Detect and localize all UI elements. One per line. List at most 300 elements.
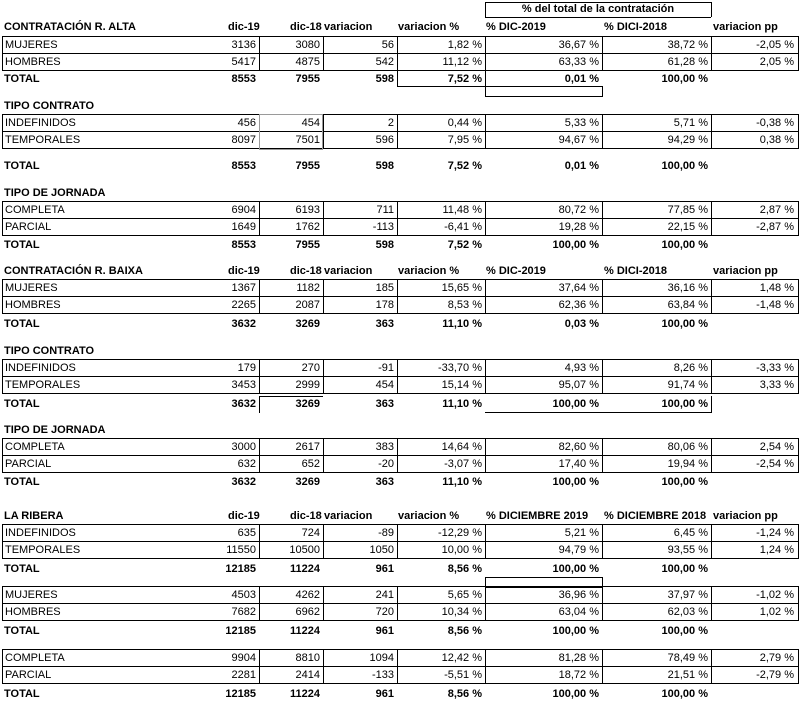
grid-line-v [259,359,260,394]
row-label: PARCIAL [5,458,52,470]
grid-line-v [397,524,398,559]
grid-line-v [259,649,260,684]
total-cell: 12185 [225,688,256,700]
grid-line-h [2,218,798,219]
table-cell: 37,64 % [558,282,599,294]
total-label: TOTAL [4,563,40,575]
grid-line-v [798,586,799,621]
table-cell: 3453 [231,379,256,391]
table-cell: 80,06 % [667,441,708,453]
total-cell: 3632 [231,476,256,488]
table-cell: -1,48 % [756,299,794,311]
table-cell: 179 [237,362,256,374]
grid-line-h [2,279,798,280]
grid-line-v [711,586,712,621]
table-cell: 22,15 % [667,221,708,233]
table-cell: 4503 [231,589,256,601]
grid-line-h [2,235,798,236]
table-cell: -133 [371,669,394,681]
total-cell: 8,56 % [447,688,482,700]
table-cell: 2265 [231,299,256,311]
table-cell: 3000 [231,441,256,453]
table-cell: 635 [237,527,256,539]
total-cell: 3269 [295,398,320,410]
table-cell: -113 [372,221,394,233]
table-cell: 82,60 % [558,441,599,453]
grid-line-v [259,201,260,236]
total-label: TOTAL [4,625,40,637]
table-cell: 5417 [231,56,256,68]
table-cell: 2414 [295,669,320,681]
table-cell: 11,48 % [442,204,482,216]
section-title: TIPO DE JORNADA [4,187,106,199]
table-cell: 1,24 % [759,544,794,556]
table-cell: 94,67 % [558,134,599,146]
row-label: INDEFINIDOS [5,117,76,129]
table-cell: 3136 [231,39,256,51]
table-cell: 15,65 % [441,282,482,294]
cell-border [259,114,323,150]
table-cell: 1762 [295,221,320,233]
table-cell: 11,12 % [442,56,482,68]
total-cell: 3632 [231,318,256,330]
total-cell: 100,00 % [552,688,599,700]
table-cell: 14,64 % [441,441,482,453]
total-cell: 3632 [231,398,256,410]
table-cell: 241 [375,589,394,601]
total-label: TOTAL [4,73,40,85]
table-cell: 63,04 % [558,606,599,618]
total-cell: 100,00 % [552,476,599,488]
table-cell: 185 [375,282,394,294]
total-cell: 0,03 % [564,318,599,330]
row-label: HOMBRES [5,299,61,311]
total-label: TOTAL [4,398,40,410]
total-cell: 100,00 % [661,398,708,410]
grid-line-v [397,279,398,314]
table-cell: 95,07 % [558,379,599,391]
grid-line-v [323,359,324,394]
total-cell [706,474,794,490]
grid-line-h [2,541,798,542]
table-cell: 5,33 % [564,117,599,129]
grid-line-h [259,396,323,397]
grid-line-v [323,524,324,559]
grid-line-v [397,36,398,71]
total-cell: 11,10 % [442,476,482,488]
grid-line-v [485,359,486,394]
column-header: variacion [324,510,373,522]
grid-line-v [259,438,260,473]
total-cell: 11224 [290,688,320,700]
row-label: COMPLETA [5,652,65,664]
table-cell: -89 [378,527,394,539]
table-cell: 17,40 % [558,458,599,470]
grid-line-v [798,649,799,684]
grid-line-v [259,586,260,621]
grid-line-h [485,2,711,3]
total-cell [706,623,794,639]
table-cell: 9904 [231,652,256,664]
section-title: TIPO DE JORNADA [4,424,106,436]
column-header: variacion [324,21,373,33]
total-label: TOTAL [4,318,40,330]
table-cell: -2,79 % [756,669,794,681]
grid-line-v [2,586,3,621]
table-cell: 94,29 % [667,134,708,146]
column-header: % DICIEMBRE 2019 [486,510,589,522]
grid-line-v [711,359,712,394]
table-cell: 10500 [289,544,320,556]
table-cell: 2,05 % [759,56,794,68]
column-header: % DIC-2019 [486,21,546,33]
table-cell: 4,93 % [564,362,599,374]
total-cell [706,396,794,412]
total-cell: 363 [375,398,394,410]
table-cell: 8097 [231,134,256,146]
total-cell: 100,00 % [661,563,708,575]
total-label: TOTAL [4,476,40,488]
grid-line-v [798,114,799,149]
grid-line-h [2,393,798,394]
column-header: variacion % [398,510,460,522]
table-cell: 270 [301,362,320,374]
row-label: PARCIAL [5,221,52,233]
grid-line-h [2,131,798,132]
grid-line-v [711,649,712,684]
total-cell [706,686,794,702]
total-cell: 100,00 % [661,688,708,700]
grid-line-h [2,53,798,54]
section-title: TIPO CONTRATO [4,345,95,357]
table-cell: 1,82 % [447,39,482,51]
total-cell: 100,00 % [661,73,708,85]
total-cell: 8553 [231,160,256,172]
table-cell: -1,24 % [756,527,794,539]
grid-line-h [2,313,798,314]
total-cell: 7,52 % [447,239,482,251]
row-label: PARCIAL [5,669,52,681]
table-cell: 91,74 % [667,379,708,391]
total-cell [706,561,794,577]
table-cell: 4262 [295,589,320,601]
total-cell: 11,10 % [442,318,482,330]
table-cell: 0,38 % [759,134,794,146]
total-cell: 363 [375,476,394,488]
table-cell: 15,14 % [441,379,482,391]
column-header: dic-19 [228,21,260,33]
grid-line-h [397,86,485,87]
table-cell: 1182 [296,282,320,294]
column-header: % DICIEMBRE 2018 [604,510,707,522]
cell-border [485,577,603,588]
grid-line-v [798,36,799,71]
table-cell: 11550 [226,544,256,556]
total-cell [706,71,794,87]
table-cell: 62,03 % [667,606,708,618]
grid-line-v [798,524,799,559]
table-cell: 81,28 % [558,652,599,664]
table-cell: 456 [237,117,256,129]
table-cell: -5,51 % [444,669,482,681]
row-label: TEMPORALES [5,379,81,391]
grid-line-h [2,524,798,525]
table-cell: 8810 [295,652,320,664]
total-cell: 100,00 % [552,398,599,410]
grid-line-h [2,586,798,587]
total-label: TOTAL [4,239,40,251]
total-cell: 3269 [295,476,320,488]
total-cell: 100,00 % [552,239,599,251]
table-cell: 62,36 % [558,299,599,311]
table-cell: 178 [375,299,394,311]
total-cell [706,237,794,253]
table-cell: 93,55 % [667,544,708,556]
row-label: COMPLETA [5,441,65,453]
table-cell: 454 [301,117,320,129]
column-header: dic-18 [290,21,322,33]
grid-line-v [485,524,486,559]
grid-line-v [259,36,260,71]
grid-line-v [602,438,603,473]
total-cell: 8,56 % [447,563,482,575]
table-cell: 711 [376,204,394,216]
table-cell: 1,48 % [759,282,794,294]
grid-line-v [602,279,603,314]
table-cell: 2,79 % [759,652,794,664]
total-cell: 0,01 % [564,73,599,85]
column-header: variacion pp [713,21,778,33]
table-cell: -12,29 % [437,527,482,539]
total-cell: 100,00 % [661,476,708,488]
grid-line-v [711,2,712,17]
table-cell: 1094 [369,652,394,664]
table-cell: 1050 [369,544,394,556]
table-cell: 542 [375,56,394,68]
total-cell: 100,00 % [661,625,708,637]
grid-line-h [2,359,798,360]
table-cell: 3,33 % [759,379,794,391]
column-header: variacion [324,265,373,277]
column-header: % DIC-2019 [486,265,546,277]
total-cell: 961 [375,688,394,700]
grid-line-v [485,36,486,71]
row-label: MUJERES [5,589,58,601]
column-header: variacion % [398,21,460,33]
grid-line-v [323,279,324,314]
grid-line-v [602,649,603,684]
total-cell: 100,00 % [552,625,599,637]
total-cell: 7,52 % [447,73,482,85]
grid-line-h [2,376,798,377]
column-header: dic-19 [228,510,260,522]
row-label: HOMBRES [5,56,61,68]
grid-line-v [397,359,398,394]
grid-line-v [397,438,398,473]
total-label: TOTAL [4,688,40,700]
table-cell: 2999 [295,379,320,391]
row-label: MUJERES [5,39,58,51]
total-cell: 100,00 % [661,318,708,330]
grid-line-v [602,359,603,394]
grid-line-v [2,524,3,559]
grid-line-v [711,114,712,149]
grid-line-v [323,649,324,684]
grid-line-v [602,586,603,621]
section-title: TIPO CONTRATO [4,100,95,112]
top-header: % del total de la contratación [521,3,675,15]
table-cell: 1,02 % [759,606,794,618]
table-cell: -20 [378,458,394,470]
table-cell: 0,44 % [447,117,482,129]
column-header: variacion % [398,265,460,277]
table-cell: 19,28 % [558,221,599,233]
total-cell: 12185 [225,563,256,575]
total-cell [706,158,794,174]
total-cell: 8553 [231,73,256,85]
table-cell: 6904 [231,204,256,216]
table-cell: 10,00 % [441,544,482,556]
grid-line-v [711,201,712,236]
total-cell: 100,00 % [661,239,708,251]
table-cell: 36,67 % [558,39,599,51]
grid-line-v [798,279,799,314]
row-label: MUJERES [5,282,58,294]
table-cell: 6,45 % [673,527,708,539]
table-cell: 78,49 % [667,652,708,664]
total-cell: 8,56 % [447,625,482,637]
grid-line-v [323,586,324,621]
grid-line-h [485,17,711,18]
table-cell: 7682 [231,606,256,618]
table-cell: 2087 [295,299,320,311]
section-title: LA RIBERA [4,510,64,522]
grid-line-v [485,586,486,621]
table-cell: 2,87 % [759,204,794,216]
grid-line-v [485,649,486,684]
table-cell: 19,94 % [667,458,708,470]
total-cell: 598 [375,160,394,172]
column-header: dic-19 [228,265,260,277]
grid-line-v [2,201,3,236]
grid-line-v [711,36,712,71]
total-label: TOTAL [4,160,40,172]
grid-line-v [602,524,603,559]
table-cell: 63,84 % [667,299,708,311]
grid-line-v [2,359,3,394]
grid-line-v [485,114,486,149]
table-cell: 7501 [295,134,320,146]
column-header: % DICI-2018 [604,265,667,277]
grid-line-v [259,279,260,314]
grid-line-h [2,438,798,439]
total-cell: 11,10 % [442,398,482,410]
row-label: TEMPORALES [5,544,81,556]
table-cell: 2 [387,117,394,129]
grid-line-h [2,683,798,684]
table-cell: 3080 [295,39,320,51]
grid-line-h [2,558,798,559]
table-cell: 5,71 % [673,117,708,129]
table-cell: 36,16 % [667,282,708,294]
grid-line-v [259,524,260,559]
grid-line-v [2,114,3,149]
table-cell: 5,65 % [447,589,482,601]
total-cell: 598 [375,239,394,251]
table-cell: 1367 [231,282,256,294]
table-cell: 5,21 % [564,527,599,539]
table-cell: -6,41 % [444,221,482,233]
table-cell: -0,38 % [756,117,794,129]
table-cell: 80,72 % [558,204,599,216]
table-cell: 652 [301,458,320,470]
row-label: INDEFINIDOS [5,362,76,374]
table-cell: 720 [375,606,394,618]
grid-line-v [485,2,486,17]
grid-line-v [602,114,603,149]
grid-line-v [323,438,324,473]
table-cell: -2,05 % [756,39,794,51]
grid-line-v [485,71,486,87]
table-cell: -2,87 % [756,221,794,233]
column-header: variacion pp [713,510,778,522]
grid-line-h [2,472,798,473]
table-cell: 2281 [231,669,256,681]
grid-line-v [397,114,398,149]
table-cell: 8,53 % [447,299,482,311]
total-cell: 7955 [295,73,320,85]
grid-line-v [2,649,3,684]
grid-line-v [711,438,712,473]
grid-line-v [323,36,324,71]
table-cell: 94,79 % [558,544,599,556]
table-cell: 56 [381,39,394,51]
grid-line-v [711,396,712,413]
table-cell: 18,72 % [558,669,599,681]
table-cell: 7,95 % [447,134,482,146]
grid-line-v [798,438,799,473]
grid-line-h [2,201,798,202]
grid-line-h [2,620,798,621]
total-cell: 11224 [290,563,320,575]
total-cell: 3269 [295,318,320,330]
table-cell: 4875 [295,56,320,68]
column-header: variacion pp [713,265,778,277]
table-cell: 6962 [295,606,320,618]
table-cell: 61,28 % [667,56,708,68]
table-cell: 37,97 % [667,589,708,601]
grid-line-v [485,438,486,473]
grid-line-v [259,396,260,413]
column-header: dic-18 [290,510,322,522]
section-title: CONTRATACIÓN R. ALTA [4,21,136,33]
grid-line-v [323,114,324,149]
grid-line-v [397,71,398,87]
grid-line-v [397,649,398,684]
table-cell: 454 [375,379,394,391]
total-cell: 100,00 % [661,160,708,172]
grid-line-v [397,201,398,236]
table-cell: -3,33 % [756,362,794,374]
row-label: COMPLETA [5,204,65,216]
table-cell: 2,54 % [759,441,794,453]
grid-line-h [2,114,798,115]
total-cell: 100,00 % [552,563,599,575]
total-cell: 8553 [231,239,256,251]
table-cell: 6193 [295,204,320,216]
table-cell: 596 [375,134,394,146]
grid-line-v [711,279,712,314]
